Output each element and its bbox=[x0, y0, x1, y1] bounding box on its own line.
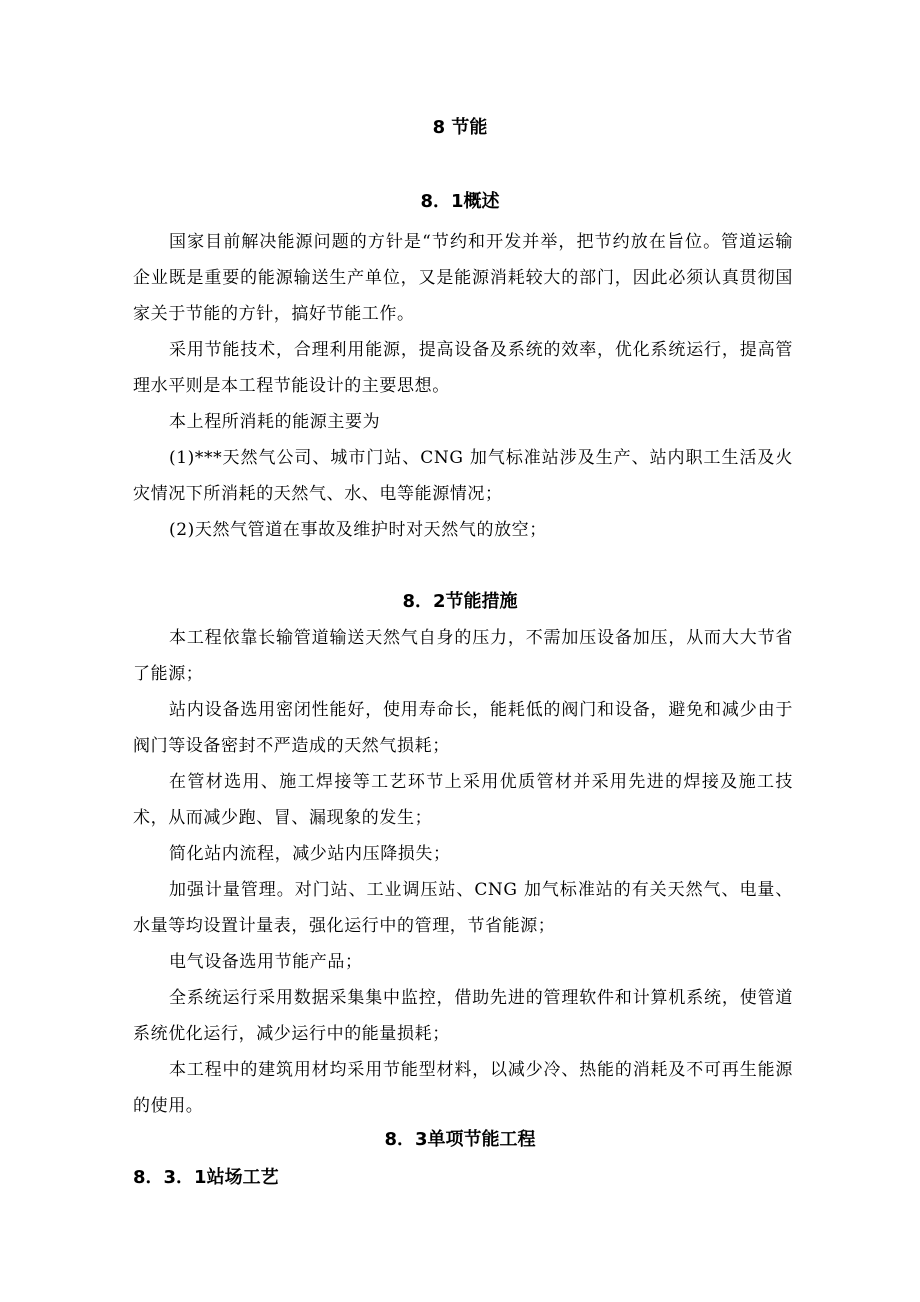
section-heading-8-2: 8．2节能措施 bbox=[402, 591, 518, 612]
paragraph-measure-4: 简化站内流程，减少站内压降损失； bbox=[169, 844, 451, 864]
paragraph-overview-3: 本上程所消耗的能源主要为 bbox=[169, 412, 381, 432]
chapter-title: 8 节能 bbox=[432, 117, 488, 138]
paragraph-measure-1: 本工程依靠长输管道输送天然气自身的压力，不需加压设备加压，从而大大节省了能源； bbox=[133, 628, 793, 684]
subsection-heading-8-3-1: 8．3．1站场工艺 bbox=[133, 1167, 279, 1188]
paragraph-overview-2: 采用节能技术，合理利用能源，提高设备及系统的效率，优化系统运行，提高管理水平则是本工程节能设计的主要思想。 bbox=[133, 340, 793, 396]
paragraph-measure-8: 本工程中的建筑用材均采用节能型材料，以减少冷、热能的消耗及不可再生能源的使用。 bbox=[133, 1060, 793, 1116]
paragraph-item-2: (2)天然气管道在事故及维护时对天然气的放空； bbox=[169, 520, 547, 540]
paragraph-item-1: (1)***天然气公司、城市门站、CNG 加气标准站涉及生产、站内职工生活及火灾情况下所消耗的天然气、水、电等能源情况； bbox=[133, 448, 793, 504]
paragraph-measure-7: 全系统运行采用数据采集集中监控，借助先进的管理软件和计算机系统，使管道系统优化运行，减少运行中的能量损耗； bbox=[133, 988, 793, 1044]
paragraph-measure-6: 电气设备选用节能产品； bbox=[169, 952, 363, 972]
section-heading-8-3: 8．3单项节能工程 bbox=[384, 1129, 536, 1150]
paragraph-measure-5: 加强计量管理。对门站、工业调压站、CNG 加气标准站的有关天然气、电量、水量等均设置计量表，强化运行中的管理，节省能源； bbox=[133, 880, 793, 936]
section-heading-8-1: 8．1概述 bbox=[420, 191, 500, 212]
paragraph-measure-2: 站内设备选用密闭性能好，使用寿命长，能耗低的阀门和设备，避免和减少由于阀门等设备密封不严造成的天然气损耗； bbox=[133, 700, 793, 756]
paragraph-overview-1: 国家目前解决能源问题的方针是“节约和开发并举，把节约放在旨位。管道运输企业既是重要的能源输送生产单位，又是能源消耗较大的部门，因此必须认真贯彻国家关于节能的方针，搞好节能工作。 bbox=[133, 232, 793, 324]
paragraph-measure-3: 在管材选用、施工焊接等工艺环节上采用优质管材并采用先进的焊接及施工技术，从而减少跑、冒、漏现象的发生； bbox=[133, 772, 793, 828]
